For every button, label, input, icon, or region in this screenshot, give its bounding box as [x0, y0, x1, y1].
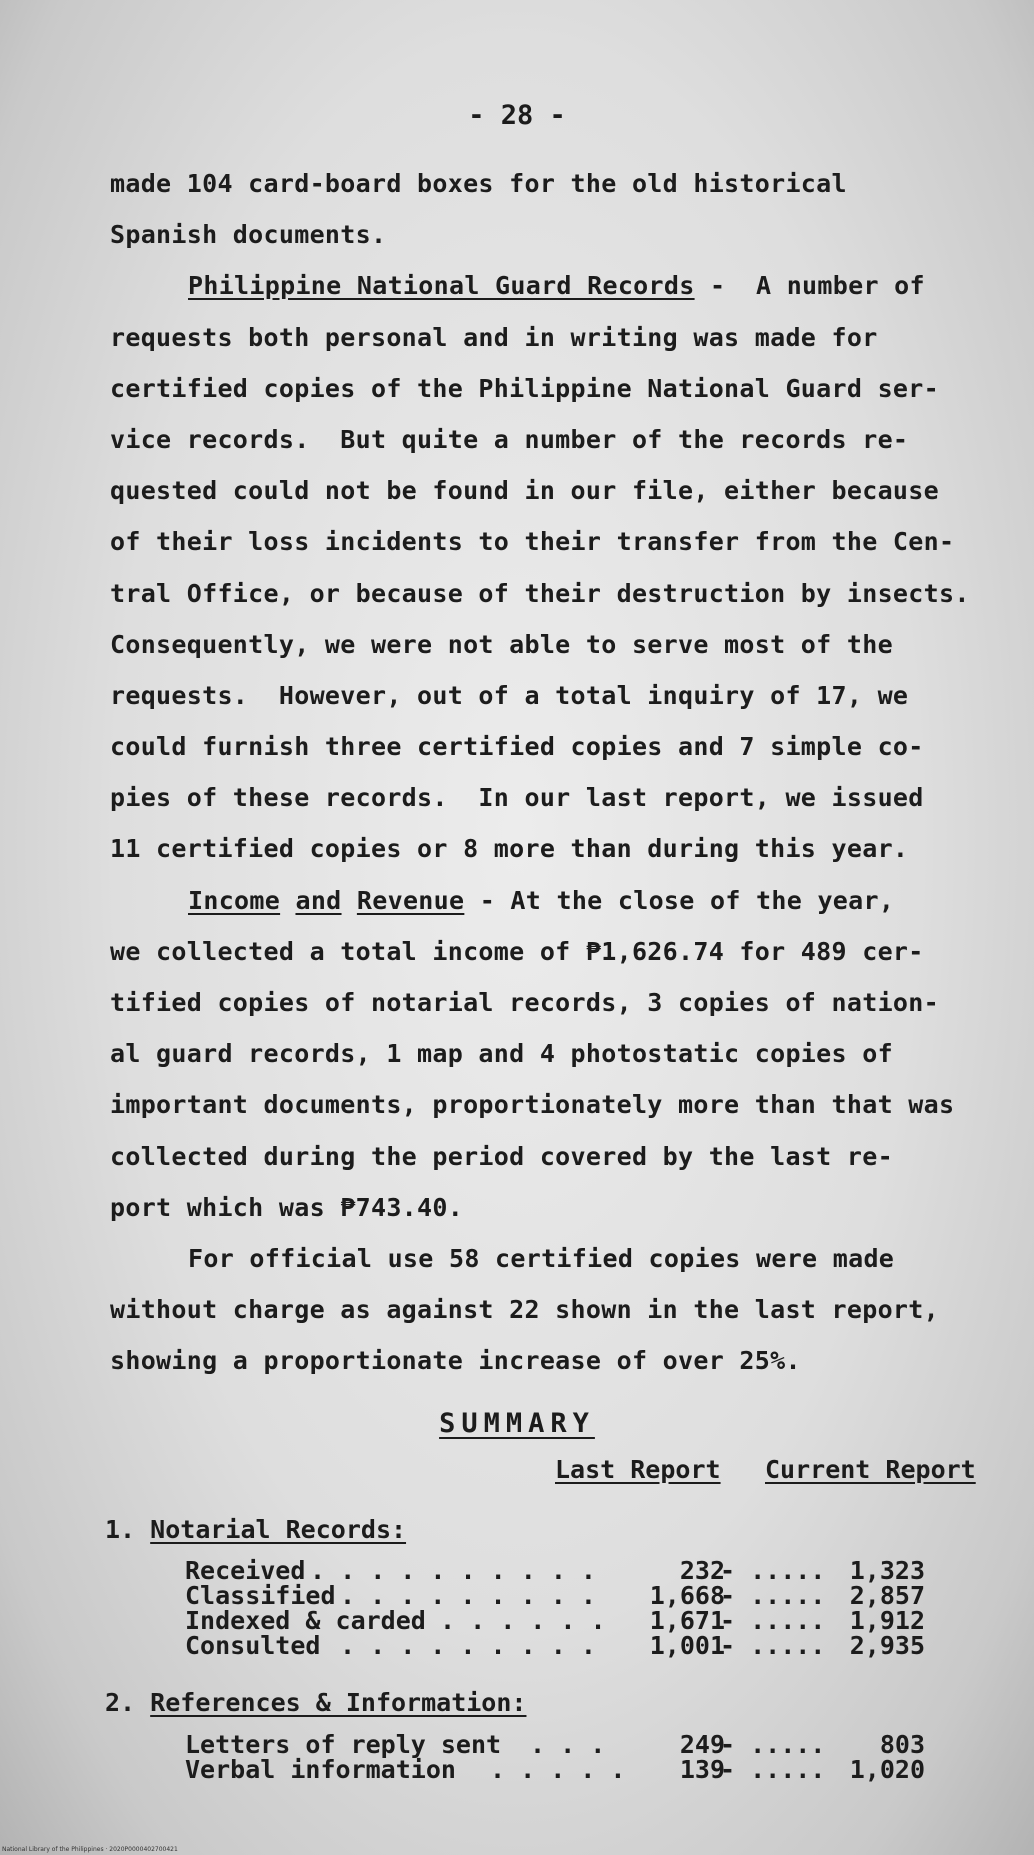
row-label: Received — [185, 1556, 306, 1585]
text-line: Consequently, we were not able to serve most of the — [110, 629, 893, 659]
text-line: vice records. But quite a number of the records re- — [110, 424, 909, 454]
text-line: port which was ₱743.40. — [110, 1192, 464, 1222]
section-label: References & Information: — [150, 1688, 527, 1717]
row-separator: - ..... — [720, 1631, 826, 1660]
text-line: we collected a total income of ₱1,626.74 for 489 cer- — [110, 936, 924, 966]
page-number: - 28 - — [468, 100, 566, 131]
current-report-value: 1,323 — [849, 1556, 925, 1585]
notarial-records-table — [185, 1558, 945, 1658]
last-report-value: 249 — [679, 1730, 725, 1759]
row-separator: - ..... — [720, 1556, 826, 1585]
row-label: Letters of reply sent — [185, 1730, 502, 1759]
column-header-last-report: Last Report — [555, 1455, 721, 1484]
text-line: showing a proportionate increase of over 25%. — [110, 1346, 801, 1376]
table-row — [185, 1757, 945, 1782]
row-label: Classified — [185, 1581, 336, 1610]
table-row — [185, 1633, 945, 1658]
current-report-value: 803 — [879, 1730, 925, 1759]
summary-title: SUMMARY — [439, 1408, 595, 1439]
text-line: al guard records, 1 map and 4 photostatic copies of — [110, 1039, 893, 1069]
leader-dots: . . . . . . . . . — [340, 1581, 596, 1610]
income-heading-a: Income — [188, 885, 281, 915]
text-line: made 104 card-board boxes for the old historical — [110, 169, 847, 198]
section-number: 1. — [105, 1515, 136, 1544]
row-separator: - ..... — [720, 1581, 826, 1610]
archive-footer: National Library of the Philippines · 2020P000040270042​1 — [2, 1846, 178, 1853]
text-line: Spanish documents. — [110, 220, 387, 250]
table-row — [185, 1583, 945, 1608]
text-line: could furnish three certified copies and 7 simple co- — [110, 732, 924, 762]
text-line: without charge as against 22 shown in the last report, — [110, 1295, 939, 1325]
current-report-value: 1,912 — [849, 1606, 925, 1635]
text-line: collected during the period covered by the last re- — [110, 1141, 893, 1171]
section-number: 2. — [105, 1688, 136, 1717]
table-row — [185, 1732, 945, 1757]
text-line: of their loss incidents to their transfer from the Cen- — [110, 527, 955, 557]
pngr-heading-tail: - A number of — [694, 271, 925, 301]
text-line: 11 certified copies or 8 more than during this year. — [110, 834, 909, 864]
income-heading-line — [110, 875, 950, 926]
current-report-value: 1,020 — [849, 1755, 925, 1784]
last-report-value: 1,671 — [649, 1606, 725, 1635]
last-report-value: 139 — [679, 1755, 725, 1784]
references-table — [185, 1732, 945, 1782]
row-label: Consulted — [185, 1631, 321, 1660]
row-label: Verbal information — [185, 1755, 456, 1784]
row-separator: - ..... — [720, 1606, 826, 1635]
last-report-value: 1,668 — [649, 1581, 725, 1610]
text-line: requests both personal and in writing was made for — [110, 322, 878, 352]
text-line: pies of these records. In our last report, we issued — [110, 783, 924, 813]
body-text — [110, 158, 970, 1387]
leader-dots: . . . . . . . . . — [340, 1631, 596, 1660]
text-line: requests. However, out of a total inquiry of 17, we — [110, 680, 909, 710]
income-heading-b: Revenue — [356, 885, 465, 915]
text-line: For official use 58 certified copies were made — [188, 1243, 895, 1273]
current-report-value: 2,935 — [849, 1631, 925, 1660]
section-heading-references — [105, 1688, 526, 1717]
current-report-value: 2,857 — [849, 1581, 925, 1610]
table-row — [185, 1608, 945, 1633]
text-line: tral Office, or because of their destruction by insects. — [110, 578, 970, 608]
row-separator: - ..... — [720, 1755, 826, 1784]
leader-dots: . . . . . . . . . . — [310, 1556, 596, 1585]
pngr-heading-line — [110, 260, 950, 311]
text-line: quested could not be found in our file, either because — [110, 476, 939, 506]
column-header-current-report: Current Report — [765, 1455, 976, 1484]
text-line: tified copies of notarial records, 3 copies of nation- — [110, 988, 939, 1017]
leader-dots: . . . — [530, 1730, 606, 1759]
table-row — [185, 1558, 945, 1583]
section-heading-notarial — [105, 1515, 406, 1544]
row-label: Indexed & carded — [185, 1606, 426, 1635]
row-separator: - ..... — [720, 1730, 826, 1759]
section-label: Notarial Records: — [150, 1515, 407, 1544]
text-line: important documents, proportionately more than that was — [110, 1090, 955, 1120]
text-line: certified copies of the Philippine National Guard ser- — [110, 373, 939, 403]
last-report-value: 232 — [679, 1556, 725, 1585]
income-heading-and: and — [295, 885, 342, 915]
pngr-heading: Philippine National Guard Records — [188, 271, 695, 301]
leader-dots: . . . . . . — [440, 1606, 606, 1635]
leader-dots: . . . . . — [490, 1755, 626, 1784]
last-report-value: 1,001 — [649, 1631, 725, 1660]
income-heading-tail: - At the close of the year, — [464, 885, 895, 915]
